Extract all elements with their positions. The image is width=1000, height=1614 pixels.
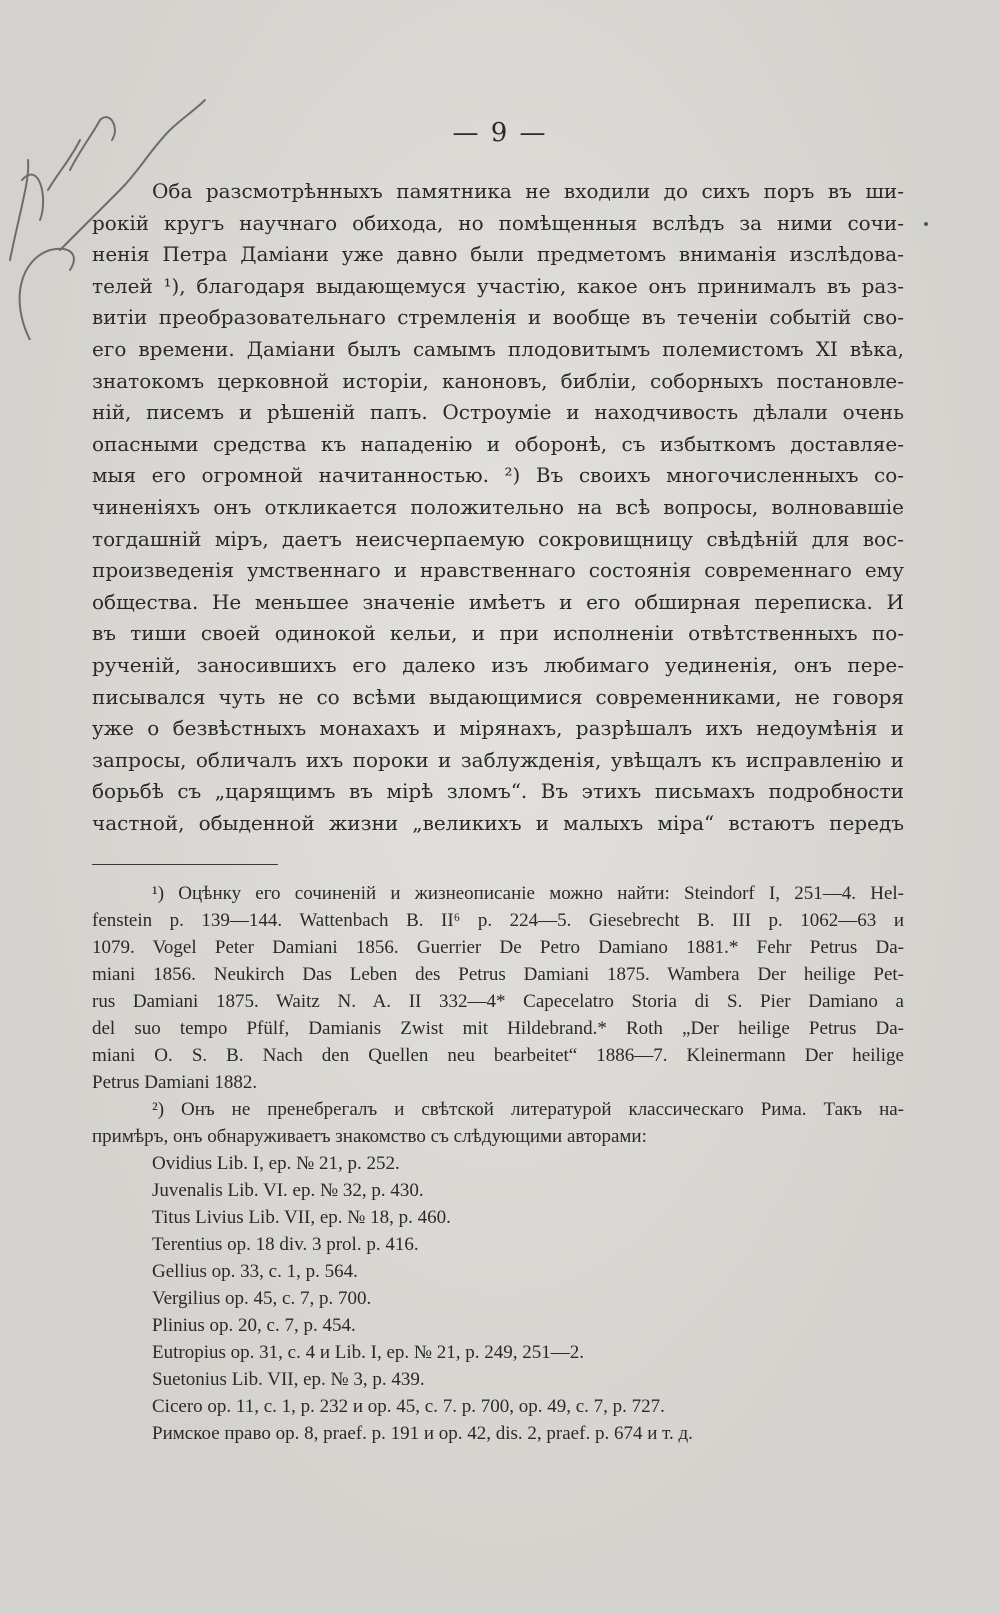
body-line: тогдашній міръ, даетъ неисчерпаемую сокровищницу свѣдѣній для вос- (92, 526, 904, 551)
footnote-1-line: rus Damiani 1875. Waitz N. A. II 332—4* Capecelatro Storia di S. Pier Damiano a (92, 991, 904, 1012)
body-line: борьбѣ съ „царящимъ въ мірѣ зломъ“. Въ этихъ письмахъ подробности (92, 779, 904, 804)
footnote-1-line: ¹) Оцѣнку его сочиненій и жизнеописаніе можно найти: Steindorf I, 251—4. Hel- (152, 883, 904, 904)
author-citation-list (92, 1150, 904, 1447)
body-line: его времени. Даміани былъ самымъ плодовитымъ полемистомъ XI вѣка, (92, 336, 904, 361)
main-paragraph (92, 176, 904, 839)
body-line: рученій, заносившихъ его далеко изъ любимаго уединенія, онъ пере- (92, 652, 904, 677)
page-number: — 9 — (452, 118, 548, 148)
author-citation: Cicero op. 11, c. 1, p. 232 и op. 45, c. 7. p. 700, op. 49, c. 7, p. 727. (152, 1396, 665, 1417)
author-citation: Terentius op. 18 div. 3 prol. p. 416. (152, 1234, 419, 1255)
body-line: ній, писемъ и рѣшеній папъ. Остроуміе и находчивость дѣлали очень (92, 400, 904, 425)
author-citation: Vergilius op. 45, c. 7, p. 700. (152, 1288, 372, 1309)
body-line: писывался чуть не со всѣми выдающимися современниками, не говоря (92, 684, 904, 709)
author-citation: Plinius op. 20, c. 7, p. 454. (152, 1315, 356, 1336)
body-line: Оба разсмотрѣнныхъ памятника не входили до сихъ поръ въ ши- (152, 179, 904, 203)
body-line: общества. Не меньшее значеніе имѣетъ и его обширная переписка. И (92, 589, 904, 614)
body-line: уже о безвѣстныхъ монахахъ и мірянахъ, разрѣшалъ ихъ недоумѣнія и (92, 716, 904, 741)
footnote-1-line: fenstein p. 139—144. Wattenbach B. II⁶ p. 224—5. Giesebrecht B. III p. 1062—63 и (92, 910, 904, 931)
author-citation: Juvenalis Lib. VI. ep. № 32, p. 430. (152, 1180, 424, 1201)
author-citation: Eutropius op. 31, c. 4 и Lib. I, ep. № 21, p. 249, 251—2. (152, 1342, 585, 1363)
footnote-2-line: ²) Онъ не пренебрегалъ и свѣтской литературой классическаго Рима. Такъ на- (152, 1099, 904, 1120)
footnote-1 (92, 880, 904, 1096)
author-citation: Ovidius Lib. I, ep. № 21, p. 252. (152, 1153, 400, 1174)
body-line: рокій кругъ научнаго обихода, но помѣщенныя вслѣдъ за ними сочи- (92, 210, 904, 235)
body-line: телей ¹), благодаря выдающемуся участію, какое онъ принималъ въ раз- (92, 273, 904, 298)
footnote-1-line: Petrus Damiani 1882. (92, 1072, 258, 1093)
footnote-2 (92, 1096, 904, 1150)
body-line: опасными средства къ нападенію и оборонѣ, съ избыткомъ доставляе- (92, 431, 904, 456)
author-citation: Suetonius Lib. VII, ep. № 3, p. 439. (152, 1369, 425, 1390)
body-line: мыя его огромной начитанностью. ²) Въ своихъ многочисленныхъ со- (92, 463, 904, 488)
body-line: чиненіяхъ онъ откликается положительно на всѣ вопросы, волновавшіе (92, 494, 904, 519)
footnote-1-line: miani 1856. Neukirch Das Leben des Petrus Damiani 1875. Wambera Der heilige Pet- (92, 964, 904, 985)
ink-speck (924, 222, 928, 226)
body-line: частной, обыденной жизни „великихъ и малыхъ міра“ встаютъ передъ (92, 810, 904, 835)
footnotes (92, 880, 904, 1447)
body-line: въ тиши своей одинокой кельи, и при исполненіи отвѣтственныхъ по- (92, 621, 904, 646)
author-citation: Gellius op. 33, c. 1, p. 564. (152, 1261, 358, 1282)
footnote-2-line: примѣръ, онъ обнаруживаетъ знакомство съ слѣдующими авторами: (92, 1126, 647, 1147)
author-citation: Titus Livius Lib. VII, ep. № 18, p. 460. (152, 1207, 451, 1228)
footnote-1-line: 1079. Vogel Peter Damiani 1856. Guerrier De Petro Damiano 1881.* Fehr Petrus Da- (92, 937, 904, 958)
author-citation: Римское право op. 8, praef. p. 191 и op. 42, dis. 2, praef. p. 674 и т. д. (152, 1423, 693, 1444)
footnote-1-line: miani O. S. B. Nach den Quellen neu bearbeitet“ 1886—7. Kleinermann Der heilige (92, 1045, 904, 1066)
body-line: знатокомъ церковной исторіи, каноновъ, библіи, соборныхъ постановле- (92, 368, 904, 393)
body-line: витіи преобразовательнаго стремленія и вообще въ теченіи событій сво- (92, 305, 904, 330)
body-line: произведенія умственнаго и нравственнаго состоянія современнаго ему (92, 558, 904, 583)
footnote-1-line: del suo tempo Pfülf, Damianis Zwist mit Hildebrand.* Roth „Der heilige Petrus Da- (92, 1018, 904, 1039)
body-line: ненія Петра Даміани уже давно были предметомъ вниманія изслѣдова- (92, 242, 904, 267)
footnote-separator (92, 864, 278, 865)
body-line: запросы, обличалъ ихъ пороки и заблужденія, увѣщалъ къ исправленію и (92, 747, 904, 772)
